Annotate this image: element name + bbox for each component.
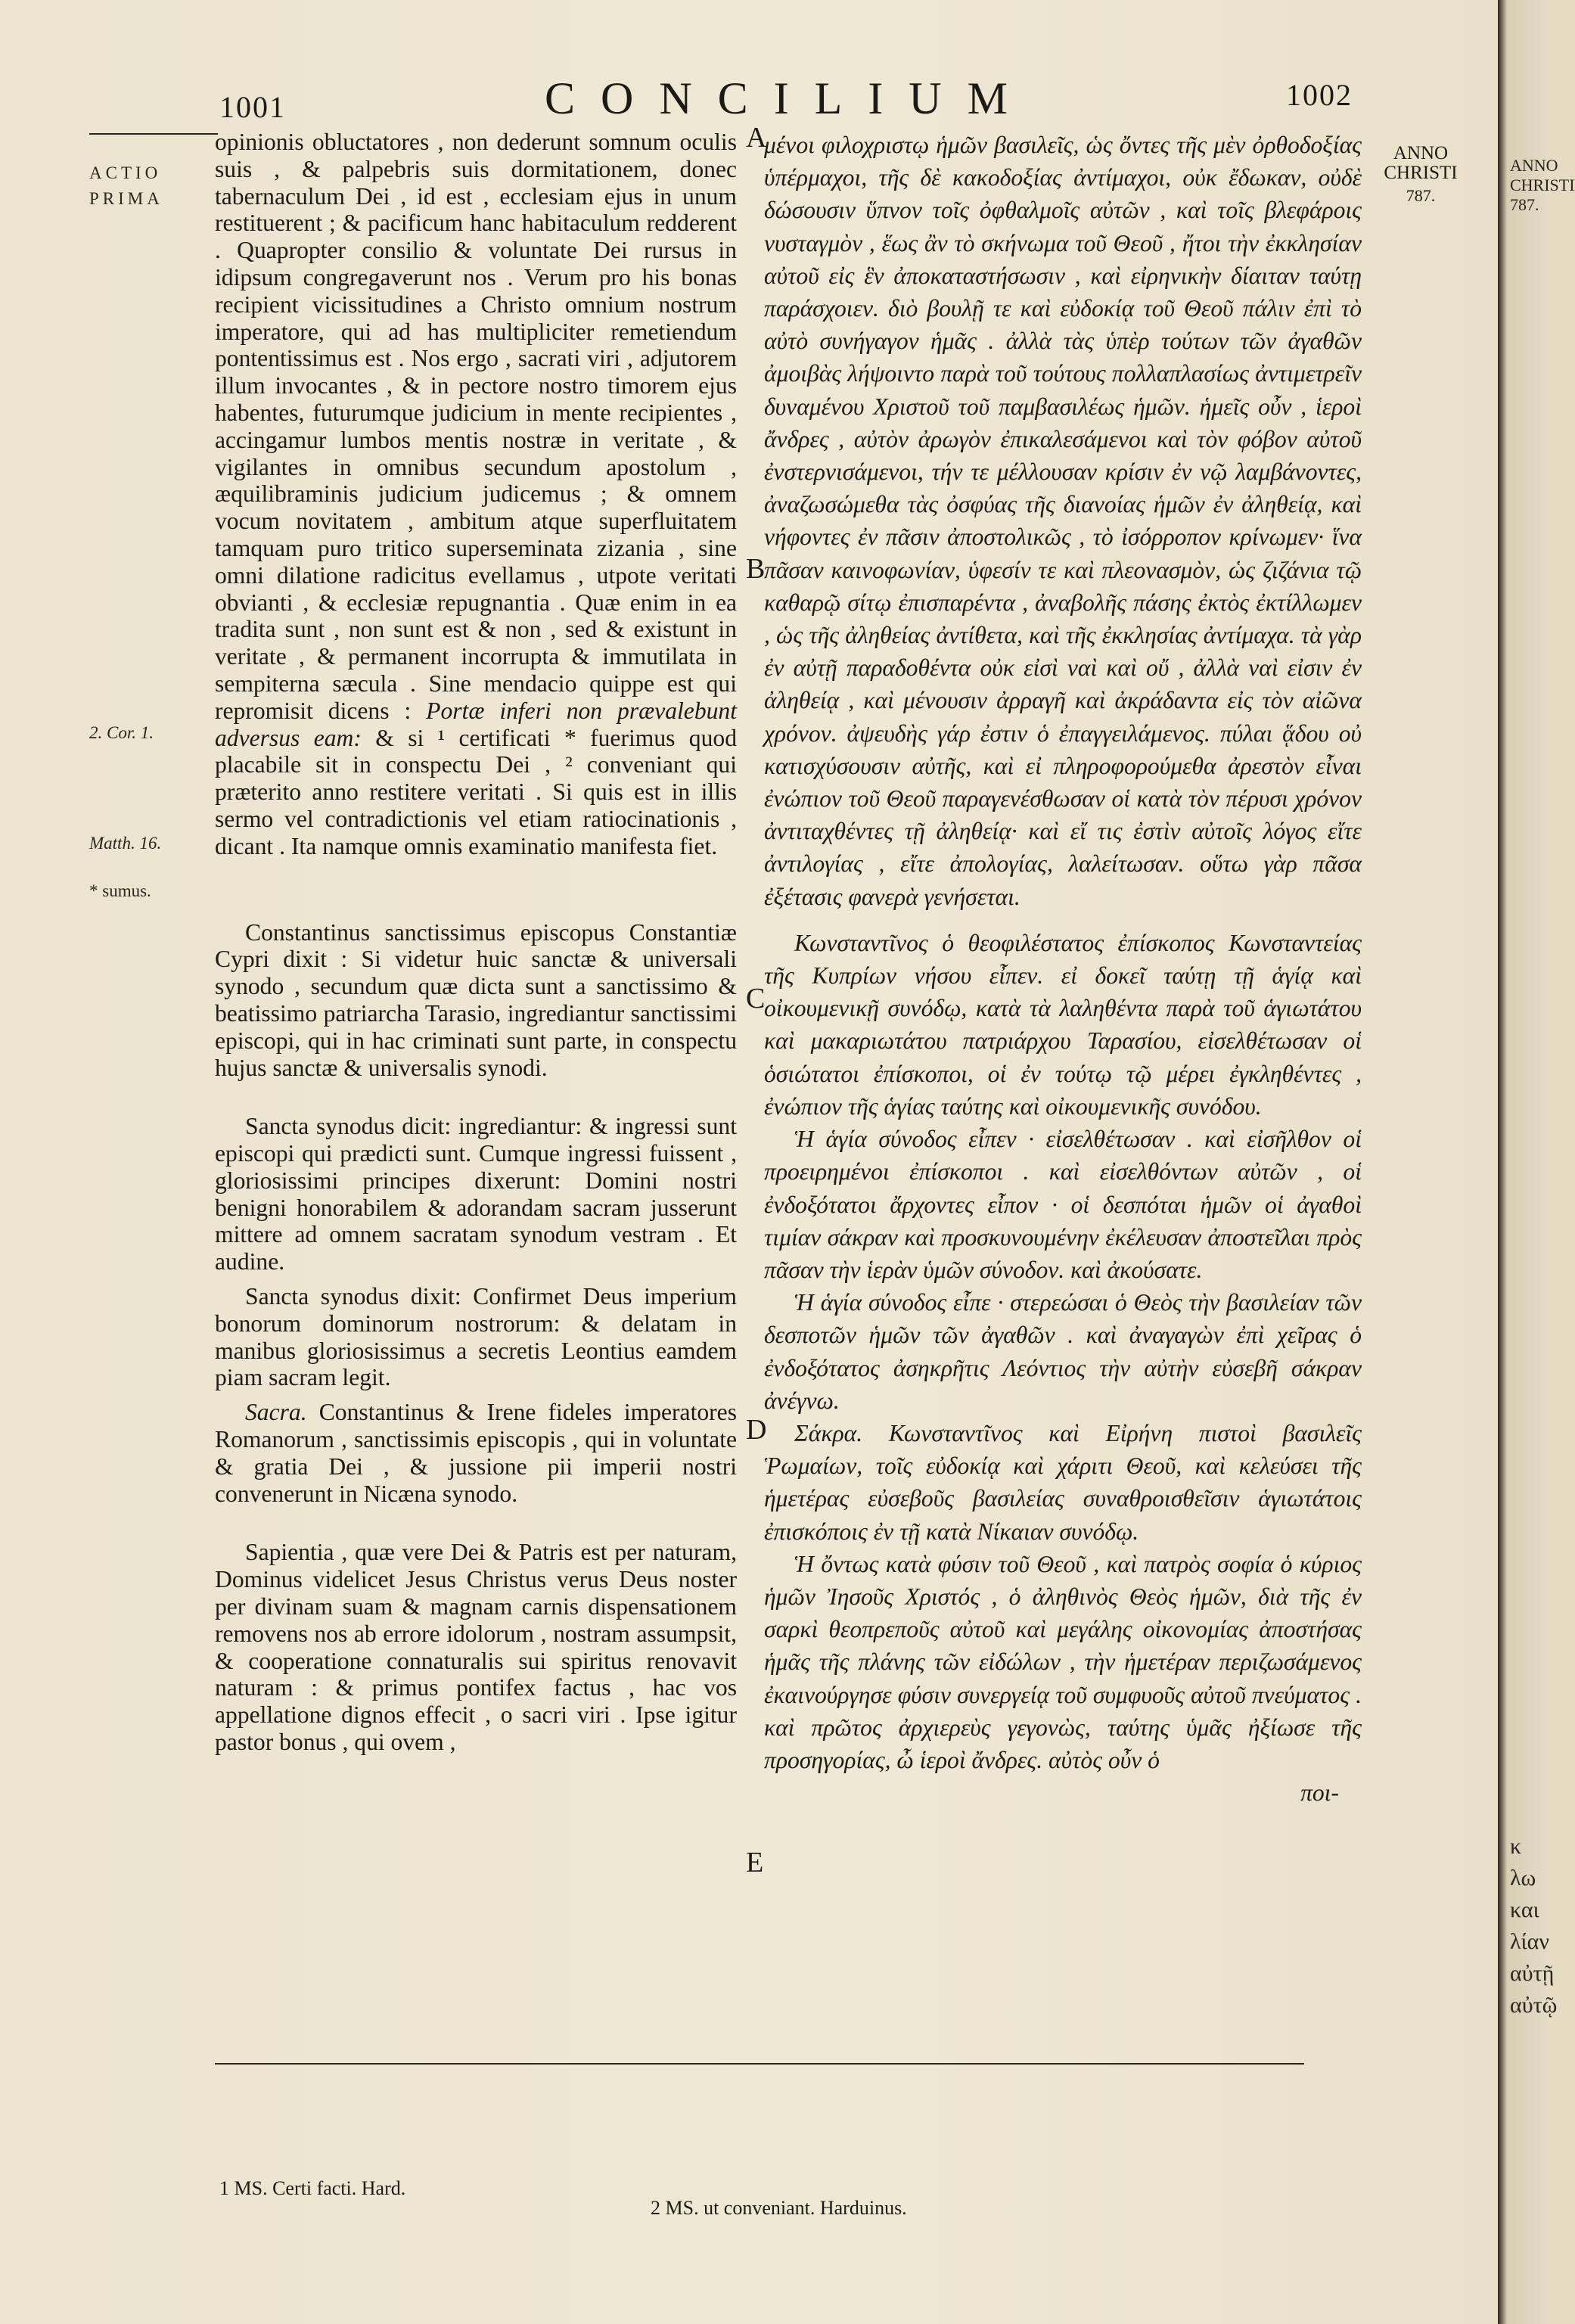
page-number-left: 1001 <box>219 90 286 124</box>
facing-page-edge <box>1498 0 1575 2324</box>
latin-paragraph <box>215 129 737 860</box>
latin-paragraph: Sapientia , quæ vere Dei & Patris est per naturam, Dominus videlicet Jesus Christus verus Deus noster per divinam suam & magnam carnis dispensationem removens nos ab errore idolorum , nostram assumpsit, & cooperatione connaturalis sui spiritus renovavit naturam : & primus pontifex factus , hac vos appellatione dignos effecit , o sacri viri . Ipse igitur pastor bonus , qui ovem , <box>215 1539 737 1756</box>
actio-prima-label: ACTIO PRIMA <box>89 163 163 208</box>
opening-dash <box>89 133 218 135</box>
section-marker-d: D <box>746 1414 767 1446</box>
greek-paragraph: Ἡ ὄντως κατὰ φύσιν τοῦ Θεοῦ , καὶ πατρὸς σοφία ὁ κύριος ἡμῶν Ἰησοῦς Χριστός , ὁ ἀληθινὸς Θεὸς ἡμῶν, διὰ τῆς ἐν σαρκὶ θεοπρεποῦς αὐτοῦ καὶ μεγάλης οἰκονομίας ἀποστήσας ἡμᾶς τῆς πλάνης τῶν εἰδώλων , τὴν ἡμετέραν περιζωσάμενος ἐκαινούργησε φύσιν συνεργείᾳ τοῦ συμφυοῦς αὐτοῦ πνεύματος . καὶ πρῶτος ἀρχιερεὺς γεγονὼς, ταύτης ὑμᾶς ἠξίωσε τῆς προσηγορίας, ὦ ἱεροὶ ἄνδρες. αὐτὸς οὖν ὁ <box>764 1550 1362 1773</box>
anno-year: 787. <box>1406 186 1436 205</box>
sacra-label: Sacra. <box>245 1399 307 1426</box>
greek-paragraph: Σάκρα. Κωνσταντῖνος καὶ Εἰρήνη πιστοὶ βασιλεῖς Ῥωμαίων, τοῖς εὐδοκίᾳ καὶ χάριτι Θεοῦ, καὶ κελεύσει τῆς ἡμετέρας εὐσεβοῦς βασιλείας συναθροισθεῖσιν ἁγιωτάτοις ἐπισκόποις ἐν τῇ κατὰ Νίκαιαν συνόδῳ. <box>764 1419 1362 1545</box>
greek-paragraph: Ἡ ἁγία σύνοδος εἶπε · στερεώσαι ὁ Θεὸς τὴν βασιλείαν τῶν δεσποτῶν ἡμῶν τῶν ἀγαθῶν . καὶ ἀναγαγὼν ἐπὶ χεῖρας ὁ ἐνδοξότατος ἀσηκρῆτις Λεόντιος τὴν αὐτὴν εὐσεβῆ σάκραν ἀνέγνω. <box>764 1289 1362 1414</box>
margin-note-sumus: * sumus. <box>89 881 151 900</box>
greek-column <box>764 129 1362 1809</box>
facing-page-text: κ λω και λίαν αὐτῇ αὐτῷ <box>1510 1834 1558 2018</box>
footnote-2: 2 MS. ut conveniant. Harduinus. <box>651 2197 907 2219</box>
greek-paragraph: μένοι φιλοχριστῳ ἡμῶν βασιλεῖς, ὡς ὄντες τῆς μὲν ὀρθοδοξίας ὑπέρμαχοι, τῆς δὲ κακοδοξίας ἀντίμαχοι, οὐκ ἔδωκαν, οὐδὲ δώσουσιν ὕπνον τοῖς ὀφθαλμοῖς αὐτῶν , καὶ τοῖς βλεφάροις νυσταγμὸν , ἕως ἂν τὸ σκήνωμα τοῦ Θεοῦ , ἤτοι τὴν ἐκκλησίαν αὐτοῦ εἰς ἓν ἀποκαταστήσωσιν , καὶ εἰρηνικὴν δίαιταν ταύτῃ παράσχοιεν. διὸ βουλῇ τε καὶ εὐδοκίᾳ τοῦ Θεοῦ πάλιν ἐπὶ τὸ αὐτὸ συνήγαγον ἡμᾶς . ἀλλὰ τὰς ὑπὲρ τούτων τῶν ἀγαθῶν ἀμοιβὰς λήψοιντο παρὰ τοῦ τούτους πολλαπλασίως ἀντιμετρεῖν δυναμένου Χριστοῦ τοῦ παμβασιλέως ἡμῶν. ἡμεῖς οὖν , ἱεροὶ ἄνδρες , αὐτὸν ἀρωγὸν ἐπικαλεσάμενοι καὶ τὸν φόβον αὐτοῦ ἐνστερνισάμενοι, τήν τε μέλλουσαν κρίσιν ἐν νῷ λαμβάνοντες, ἀναζωσώμεθα τὰς ὀσφύας τῆς διανοίας ἡμῶν ἐν ἀληθείᾳ, καὶ νήφοντες ἐν πᾶσιν ἀποστολικῶς , τὸ ἰσόρροπον κρίνωμεν· ἵνα πᾶσαν καινοφωνίαν, ὑφεσίν τε καὶ πλεονασμὸν, ὡς ζιζάνια τῷ καθαρῷ σίτῳ ἐπισπαρέντα , ἀναβολῆς πάσης ἐκτὸς ἐκτίλλωμεν , ὡς τῆς ἀληθείας ἀντίθετα, καὶ τῆς ἐκκλησίας ἀντίμαχα. τὰ γὰρ ἐν αὐτῇ παραδοθέντα οὐκ εἰσὶ ναὶ καὶ οὔ , ἀλλὰ ναὶ εἰσιν ἐν ἀληθείᾳ , καὶ μένουσιν ἀρραγῆ καὶ ἀκράδαντα εἰς τὸν αἰῶνα χρόνον. ἀψευδὴς γάρ ἐστιν ὁ ἐπαγγειλάμενος. πύλαι ᾅδου οὐ κατισχύσουσιν αὐτῆς, καὶ εἰ πληροφορούμεθα ἀρεστὸν εἶναι ἐνώπιον τοῦ Θεοῦ παραγενέσθωσαν οἱ κατὰ τὸν πέρυσι χρόνον ἀντιταχθέντες τῇ ἀληθείᾳ· καὶ εἴ τις ἐστὶν αὐτοῖς λόγος εἴτε ἀντιλογίας , εἴτε ἀπολογίας, λαλείτωσαν. οὕτω γὰρ πᾶσα ἐξέτασις φανερὰ γενήσεται. <box>764 132 1362 910</box>
latin-paragraph: Constantinus sanctissimus episcopus Constantiæ Cypri dixit : Si videtur huic sanctæ & universali synodo , secundum quæ dicta sunt a sanctissimo & beatissimo patriarcha Tarasio, ingrediantur sanctissimi episcopi, qui in hac criminati sunt parte, in conspectu hujus sanctæ & universalis synodi. <box>215 918 737 1081</box>
section-marker-a: A <box>746 122 767 154</box>
section-marker-c: C <box>746 983 766 1014</box>
facing-page-anno: ANNO CHRISTI 787. <box>1510 156 1575 214</box>
latin-text: Constantinus & Irene fideles imperatores Romanorum , sanctissimis episcopis , qui in voluntate & gratia Dei , & jussione pii imperii nostri convenerunt in Nicæna synodo. <box>215 1399 737 1507</box>
margin-note-matth: Matth. 16. <box>89 834 162 853</box>
page-number-right: 1002 <box>1286 78 1353 112</box>
greek-paragraph: Ἡ ἁγία σύνοδος εἶπεν · εἰσελθέτωσαν . καὶ εἰσῆλθον οἱ προειρημένοι ἐπίσκοποι . καὶ εἰσελθόντων αὐτῶν , οἱ ἐνδοξότατοι ἄρχοντες εἶπον · οἱ δεσπόται ἡμῶν οἱ ἀγαθοὶ τιμίαν σάκραν καὶ προσκυνουμένην ἐκέλευσαν ἀποστεῖλαι πρὸς πᾶσαν τὴν ἱερὰν ὑμῶν σύνοδον. καὶ ἀκούσατε. <box>764 1126 1362 1283</box>
latin-paragraph: Sancta synodus dixit: Confirmet Deus imperium bonorum dominorum nostrorum: & delatam in manibus gloriosissimus a secretis Leontius eamdem piam sacram legit. <box>215 1283 737 1391</box>
latin-text: & si ¹ certificati * fuerimus quod placabile sit in conspectu Dei , ² conveniant qui præterito anno restitere veritati . Si quis est in illis sermo vel contradictionis vel etiam ratiocinationis , dicant . Ita namque omnis examinatio manifesta fiet. <box>215 724 737 859</box>
anno-label: ANNO CHRISTI <box>1384 143 1458 183</box>
section-marker-b: B <box>746 553 766 585</box>
anno-christi-box <box>1368 144 1474 206</box>
latin-column <box>215 129 737 1756</box>
margin-note-cor: 2. Cor. 1. <box>89 723 154 742</box>
footnote-rule <box>215 2063 1304 2065</box>
catchword: ποι- <box>1300 1779 1339 1807</box>
latin-paragraph: Sancta synodus dicit: ingrediantur: & ingressi sunt episcopi qui prædicti sunt. Cumque ingressi fuissent , gloriosissimi principes dixerunt: Domini nostri benigni honorabilem & adorandam sacram jusserunt mittere ad omnem sacratam synodum vestram . Et audine. <box>215 1113 737 1275</box>
greek-paragraph: Κωνσταντῖνος ὁ θεοφιλέστατος ἐπίσκοπος Κωνσταντείας τῆς Κυπρίων νήσου εἶπεν. εἰ δοκεῖ ταύτῃ τῇ ἁγίᾳ καὶ οἰκουμενικῇ συνόδῳ, κατὰ τὰ λαληθέντα παρὰ τοῦ ἁγιωτάτου καὶ μακαριωτάτου πατριάρχου Ταρασίου, εἰσελθέτωσαν οἱ ὁσιώτατοι ἐπίσκοποι, οἱ ἐν τούτῳ τῷ μέρει ἐγκληθέντες , ἐνώπιον τῆς ἁγίας ταύτης καὶ οἰκουμενικῆς συνόδου. <box>764 929 1362 1120</box>
running-title: CONCILIUM <box>545 73 1033 123</box>
latin-quote: Portæ inferi non prævalebunt adversus eam: <box>215 697 737 751</box>
section-marker-e: E <box>746 1847 764 1878</box>
latin-text: opinionis obluctatores , non dederunt somnum oculis suis , & palpebris suis dormitationem, donec tabernaculum Dei , id est , ecclesiam ejus in unum restituerent ; & pacificum hanc habitaculum redderent . Quapropter consilio & voluntate Dei rursus in idipsum congregaverunt nos . Verum pro his bonas recipient vicissitudines a Christo omnium nostrum imperatore, qui ad has multipliciter remetiendum pontentissimus est . Nos ergo , sacrati viri , adjutorem illum invocantes , & in pectore nostro timorem ejus habentes, futurumque judicium in mente recipientes , accingamur lumbos mentis nostræ in veritate , & vigilantes in omnibus secundum apostolum , æquilibraminis judicium judicemus ; & omnem vocum novitatem , ambitum atque superfluitatem tamquam puro tritico superseminata zizania , sine omni dilatione radicitus evellamus , utpote veritati obvianti , & ecclesiæ repugnantia . Quæ enim in ea tradita sunt , non sunt est & non , sed & existunt in veritate , & permanent incorrupta & immutilata in sempiterna sæcula . Sine mendacio quippe est qui repromisit dicens : <box>215 129 737 724</box>
footnote-1: 1 MS. Certi facti. Hard. <box>219 2177 406 2199</box>
latin-paragraph <box>215 1399 737 1507</box>
